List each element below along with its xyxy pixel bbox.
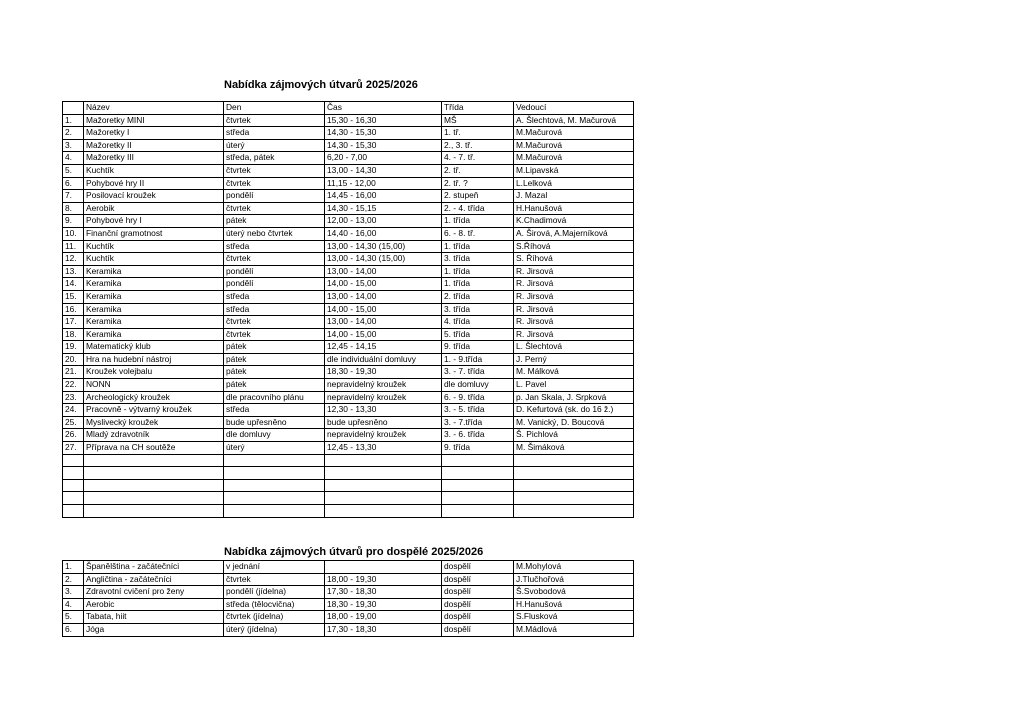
cell-class: 2., 3. tř. [442,139,514,152]
cell-name: Keramika [84,265,224,278]
cell-class [442,492,514,505]
cell-name: NONN [84,379,224,392]
cell-time: 12,45 - 13,30 [325,442,442,455]
table-row [63,586,634,599]
table-row [63,379,634,392]
cell-day: čtvrtek [224,114,325,127]
cell-time: 14,45 - 16,00 [325,190,442,203]
cell-number: 27. [63,442,84,455]
table-row [63,278,634,291]
cell-leader: M. Šimáková [514,442,634,455]
cell-time: nepravidelný kroužek [325,391,442,404]
cell-leader: D. Kefurtová (sk. do 16 ž.) [514,404,634,417]
cell-day: středa [224,240,325,253]
cell-class: 3. - 7. třída [442,366,514,379]
adult-table-title: Nabídka zájmových útvarů pro dospělé 2025/2026 [224,546,484,558]
table-row [63,623,634,636]
empty-table-row [63,492,634,505]
cell-class: 1. třída [442,240,514,253]
table-row [63,139,634,152]
cell-number: 12. [63,253,84,266]
cell-class: dospělí [442,561,514,574]
cell-number: 2. [63,127,84,140]
table-row [63,353,634,366]
cell-leader: Š.Svobodová [514,586,634,599]
cell-time: nepravidelný kroužek [325,429,442,442]
cell-day: středa, pátek [224,152,325,165]
cell-leader: R. Jirsová [514,316,634,329]
cell-number: 4. [63,152,84,165]
empty-table-row [63,479,634,492]
cell-time: Čas [325,102,442,115]
cell-class: 3. - 7.třída [442,416,514,429]
table-row [63,328,634,341]
cell-number: 3. [63,139,84,152]
table-row [63,114,634,127]
cell-day: bude upřesněno [224,416,325,429]
cell-day: středa [224,303,325,316]
cell-leader: M.Mačurová [514,152,634,165]
cell-name: Keramika [84,303,224,316]
cell-leader: M. Vanický, D. Boucová [514,416,634,429]
cell-name: Posilovací kroužek [84,190,224,203]
cell-number: 14. [63,278,84,291]
cell-leader: J. Mazal [514,190,634,203]
cell-day: středa [224,290,325,303]
cell-name: Finanční gramotnost [84,227,224,240]
cell-class: 5. třída [442,328,514,341]
cell-leader: S.Flusková [514,611,634,624]
cell-class: 1. tř. [442,127,514,140]
cell-number: 1. [63,114,84,127]
cell-leader: p. Jan Skala, J. Srpková [514,391,634,404]
cell-class: dospělí [442,611,514,624]
cell-time: 14,30 - 15,30 [325,139,442,152]
cell-class: 2. tř. ? [442,177,514,190]
cell-leader [514,479,634,492]
cell-day: čtvrtek [224,164,325,177]
table-row [63,416,634,429]
cell-name: Mažoretky II [84,139,224,152]
cell-name: Mažoretky I [84,127,224,140]
cell-class [442,505,514,518]
cell-name: Hra na hudební nástroj [84,353,224,366]
cell-time: 12,00 - 13,00 [325,215,442,228]
cell-leader: M.Lipavská [514,164,634,177]
cell-class [442,479,514,492]
cell-name: Mažoretky MINI [84,114,224,127]
cell-name: Mažoretky III [84,152,224,165]
cell-number [63,454,84,467]
cell-number: 25. [63,416,84,429]
cell-class: 3. třída [442,303,514,316]
cell-number: 21. [63,366,84,379]
table-row [63,404,634,417]
cell-class: 4. - 7. tř. [442,152,514,165]
cell-time: bude upřesněno [325,416,442,429]
cell-day: středa [224,404,325,417]
table-row [63,215,634,228]
cell-number: 15. [63,290,84,303]
cell-day: pondělí (jídelna) [224,586,325,599]
table-row [63,127,634,140]
table-row [63,316,634,329]
cell-time: 13,00 - 14,00 [325,316,442,329]
cell-class: dospělí [442,573,514,586]
cell-leader [514,467,634,480]
cell-name [84,492,224,505]
cell-leader: H.Hanušová [514,202,634,215]
cell-number: 13. [63,265,84,278]
cell-name: Matematický klub [84,341,224,354]
cell-name [84,479,224,492]
table-row [63,202,634,215]
cell-day: středa (tělocvična) [224,598,325,611]
cell-leader: S. Říhová [514,253,634,266]
cell-number: 1. [63,561,84,574]
cell-number: 6. [63,177,84,190]
cell-number: 17. [63,316,84,329]
cell-leader: R. Jirsová [514,290,634,303]
cell-class: MŠ [442,114,514,127]
cell-name: Aerobic [84,598,224,611]
cell-day: pátek [224,341,325,354]
cell-time: 17,30 - 18,30 [325,586,442,599]
cell-name: Kuchtík [84,253,224,266]
cell-time: 17,30 - 18,30 [325,623,442,636]
table-row [63,442,634,455]
cell-leader: R. Jirsová [514,278,634,291]
cell-leader: R. Jirsová [514,303,634,316]
cell-number: 26. [63,429,84,442]
table-row [63,366,634,379]
cell-leader: M.Mačurová [514,127,634,140]
cell-time: dle individuální domluvy [325,353,442,366]
cell-class: 9. třída [442,442,514,455]
table-row [63,190,634,203]
cell-leader: K.Chadimová [514,215,634,228]
cell-day: dle domluvy [224,429,325,442]
cell-day: čtvrtek [224,328,325,341]
cell-name: Kuchtík [84,240,224,253]
cell-day: dle pracovního plánu [224,391,325,404]
cell-number [63,479,84,492]
cell-number: 24. [63,404,84,417]
cell-time: 11,15 - 12,00 [325,177,442,190]
cell-name: Španělština - začátečníci [84,561,224,574]
cell-class: 3. třída [442,253,514,266]
cell-day: pátek [224,353,325,366]
cell-name: Aerobik [84,202,224,215]
cell-number: 22. [63,379,84,392]
cell-number [63,102,84,115]
cell-day: úterý [224,442,325,455]
cell-name [84,467,224,480]
cell-day: pondělí [224,190,325,203]
adult-activities-table [62,560,634,637]
cell-number: 20. [63,353,84,366]
cell-class: dospělí [442,623,514,636]
cell-time: 14,40 - 16,00 [325,227,442,240]
cell-leader: L. Šlechtová [514,341,634,354]
cell-class [442,467,514,480]
cell-class: 9. třída [442,341,514,354]
cell-day: úterý (jídelna) [224,623,325,636]
cell-day [224,492,325,505]
cell-day: pondělí [224,265,325,278]
cell-class: 6. - 9. třída [442,391,514,404]
cell-leader: Š. Pichlová [514,429,634,442]
table-row [63,164,634,177]
cell-time: 15,30 - 16,30 [325,114,442,127]
cell-number: 6. [63,623,84,636]
cell-name: Tabata, hiit [84,611,224,624]
cell-number: 3. [63,586,84,599]
cell-class: 1. třída [442,278,514,291]
cell-number: 5. [63,611,84,624]
table-row [63,265,634,278]
cell-time: 13,00 - 14,30 (15,00) [325,253,442,266]
cell-time [325,467,442,480]
cell-name: Myslivecký kroužek [84,416,224,429]
cell-leader: H.Hanušová [514,598,634,611]
cell-time [325,479,442,492]
cell-time: 14,00 - 15,00 [325,328,442,341]
table-row [63,598,634,611]
cell-number [63,505,84,518]
cell-time: 14,00 - 15,00 [325,278,442,291]
cell-leader: R. Jirsová [514,265,634,278]
cell-day: čtvrtek [224,573,325,586]
cell-leader: M.Mohylová [514,561,634,574]
empty-table-row [63,454,634,467]
cell-time: nepravidelný kroužek [325,379,442,392]
cell-day: pátek [224,215,325,228]
cell-name: Název [84,102,224,115]
cell-number [63,492,84,505]
cell-time: 13,00 - 14,00 [325,265,442,278]
cell-day: čtvrtek (jídelna) [224,611,325,624]
table-row [63,253,634,266]
main-activities-table [62,101,634,518]
cell-number: 11. [63,240,84,253]
cell-leader: L. Pavel [514,379,634,392]
cell-name: Zdravotní cvičení pro ženy [84,586,224,599]
cell-class: 2. třída [442,290,514,303]
cell-leader: J.Tlučhořová [514,573,634,586]
cell-name [84,505,224,518]
cell-name: Jóga [84,623,224,636]
cell-leader: Vedoucí [514,102,634,115]
cell-class: 1. - 9.třída [442,353,514,366]
cell-leader [514,492,634,505]
cell-leader: A. Širová, A.Majerníková [514,227,634,240]
table-row [63,561,634,574]
cell-number: 23. [63,391,84,404]
cell-number: 5. [63,164,84,177]
cell-name: Mladý zdravotník [84,429,224,442]
cell-number: 16. [63,303,84,316]
cell-time [325,505,442,518]
cell-time: 14,30 - 15,15 [325,202,442,215]
table-row [63,611,634,624]
cell-class: dospělí [442,598,514,611]
cell-day: pátek [224,379,325,392]
cell-class: dospělí [442,586,514,599]
cell-time: 13,00 - 14,30 (15,00) [325,240,442,253]
table-row [63,227,634,240]
cell-day: čtvrtek [224,253,325,266]
cell-day [224,505,325,518]
cell-name: Keramika [84,278,224,291]
cell-leader: L.Lelková [514,177,634,190]
cell-class: dle domluvy [442,379,514,392]
cell-number: 8. [63,202,84,215]
table-row [63,341,634,354]
cell-time [325,561,442,574]
cell-day: pondělí [224,278,325,291]
cell-leader: S.Říhová [514,240,634,253]
cell-time: 18,00 - 19,30 [325,573,442,586]
cell-time: 12,30 - 13,30 [325,404,442,417]
cell-name [84,454,224,467]
cell-time [325,454,442,467]
cell-leader [514,454,634,467]
cell-class: 1. třída [442,215,514,228]
cell-class: 3. - 5. třída [442,404,514,417]
table-row [63,240,634,253]
cell-number: 4. [63,598,84,611]
cell-time: 18,30 - 19,30 [325,366,442,379]
cell-class: 2. stupeň [442,190,514,203]
table-row [63,303,634,316]
cell-class: 6. - 8. tř. [442,227,514,240]
cell-time: 6,20 - 7,00 [325,152,442,165]
cell-class: 2. tř. [442,164,514,177]
cell-name: Kuchtík [84,164,224,177]
cell-day [224,467,325,480]
cell-name: Keramika [84,328,224,341]
cell-class: Třída [442,102,514,115]
cell-day: středa [224,127,325,140]
cell-day: pátek [224,366,325,379]
cell-name: Pohybové hry II [84,177,224,190]
cell-class [442,454,514,467]
cell-number: 10. [63,227,84,240]
cell-leader: A. Šlechtová, M. Mačurová [514,114,634,127]
cell-name: Angličtina - začátečníci [84,573,224,586]
cell-day: Den [224,102,325,115]
table-header-row [63,102,634,115]
cell-time: 13,00 - 14,00 [325,290,442,303]
cell-class: 4. třída [442,316,514,329]
empty-table-row [63,467,634,480]
cell-number: 7. [63,190,84,203]
cell-number: 9. [63,215,84,228]
cell-number: 2. [63,573,84,586]
cell-leader [514,505,634,518]
cell-time: 12,45 - 14,15 [325,341,442,354]
cell-day: v jednání [224,561,325,574]
cell-day: čtvrtek [224,202,325,215]
table-row [63,391,634,404]
table-row [63,152,634,165]
cell-leader: M.Mačurová [514,139,634,152]
cell-day: čtvrtek [224,316,325,329]
cell-day: úterý [224,139,325,152]
cell-number [63,467,84,480]
main-table-title: Nabídka zájmových útvarů 2025/2026 [224,79,418,91]
cell-class: 3. - 6. třída [442,429,514,442]
cell-time: 18,30 - 19,30 [325,598,442,611]
cell-name: Archeologický kroužek [84,391,224,404]
cell-name: Kroužek volejbalu [84,366,224,379]
cell-name: Keramika [84,316,224,329]
cell-name: Keramika [84,290,224,303]
cell-name: Příprava na CH soutěže [84,442,224,455]
cell-time: 14,30 - 15,30 [325,127,442,140]
table-row [63,290,634,303]
cell-leader: J. Perný [514,353,634,366]
cell-day: čtvrtek [224,177,325,190]
cell-time: 18,00 - 19,00 [325,611,442,624]
table-row [63,429,634,442]
cell-name: Pohybové hry I [84,215,224,228]
cell-class: 1. třída [442,265,514,278]
cell-class: 2. - 4. třída [442,202,514,215]
empty-table-row [63,505,634,518]
cell-leader: M.Mádlová [514,623,634,636]
cell-leader: M. Málková [514,366,634,379]
cell-day [224,479,325,492]
cell-time [325,492,442,505]
table-row [63,177,634,190]
cell-day [224,454,325,467]
cell-number: 19. [63,341,84,354]
table-row [63,573,634,586]
cell-day: úterý nebo čtvrtek [224,227,325,240]
cell-leader: R. Jirsová [514,328,634,341]
cell-name: Pracovně - výtvarný kroužek [84,404,224,417]
cell-time: 14,00 - 15,00 [325,303,442,316]
cell-time: 13,00 - 14,30 [325,164,442,177]
cell-number: 18. [63,328,84,341]
